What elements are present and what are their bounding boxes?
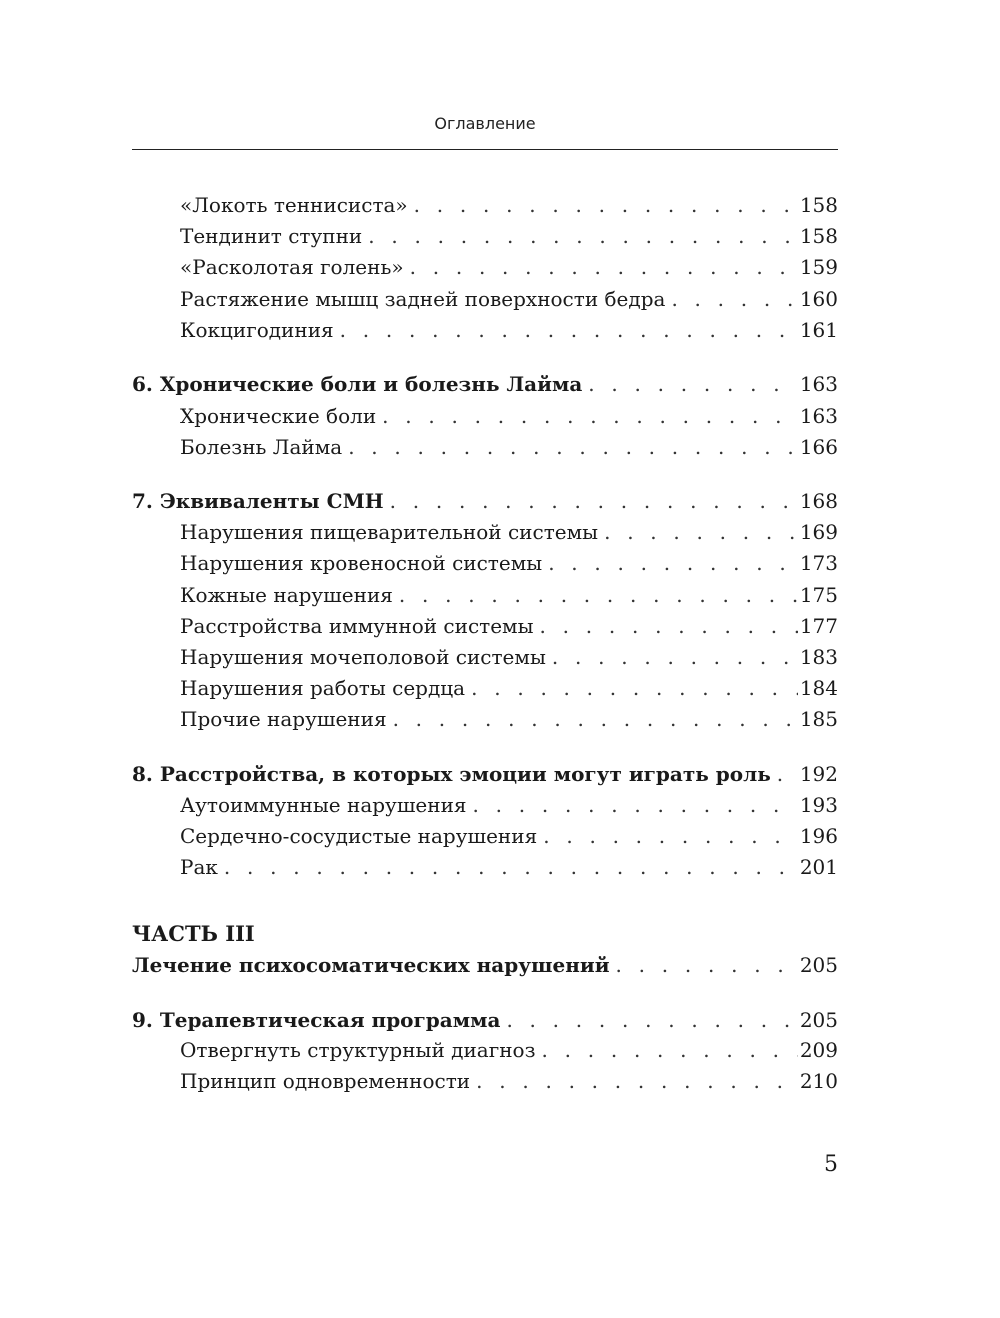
running-head: Оглавление bbox=[434, 114, 536, 133]
toc-chapter-page: 168 bbox=[799, 489, 838, 513]
dot-leader bbox=[224, 853, 798, 881]
toc-entry-page: 160 bbox=[799, 287, 838, 311]
toc-chapter bbox=[132, 370, 838, 398]
toc-entry-title: Отвергнуть структурный диагноз bbox=[180, 1038, 536, 1062]
toc-entry-page: 210 bbox=[799, 1069, 838, 1093]
toc-entry-page: 193 bbox=[799, 793, 838, 817]
toc-entry bbox=[180, 191, 838, 219]
toc-entry-title: Аутоиммунные нарушения bbox=[180, 793, 467, 817]
toc-entry bbox=[180, 674, 838, 702]
dot-leader bbox=[473, 791, 798, 819]
dot-leader bbox=[552, 643, 798, 671]
dot-leader bbox=[410, 253, 798, 281]
toc-entry bbox=[180, 1036, 838, 1064]
toc-entry-title: Принцип одновременности bbox=[180, 1069, 471, 1093]
toc-chapter-title: 6. Хронические боли и болезнь Лайма bbox=[132, 372, 583, 396]
toc-entry-page: 158 bbox=[799, 193, 838, 217]
dot-leader bbox=[588, 370, 798, 398]
toc-entry bbox=[180, 222, 838, 250]
dot-leader bbox=[541, 1036, 797, 1064]
toc-entry-title: Рак bbox=[180, 855, 218, 879]
dot-leader bbox=[390, 487, 798, 515]
toc-entry-page: 185 bbox=[799, 707, 838, 731]
toc-entry bbox=[180, 285, 838, 313]
toc-entry-title: Хронические боли bbox=[180, 404, 377, 428]
toc-chapter bbox=[132, 760, 838, 788]
toc-chapter-title: 9. Терапевтическая программа bbox=[132, 1008, 501, 1032]
dot-leader bbox=[540, 612, 798, 640]
dot-leader bbox=[348, 433, 798, 461]
toc-entry-page: 169 bbox=[799, 520, 838, 544]
toc-entry-title: Прочие нарушения bbox=[180, 707, 387, 731]
toc-entry-page: 177 bbox=[799, 614, 838, 638]
dot-leader bbox=[393, 705, 798, 733]
toc-part-page: 205 bbox=[799, 953, 838, 977]
toc-entry-title: Сердечно-сосудистые нарушения bbox=[180, 824, 538, 848]
toc-entry-title: Тендинит ступни bbox=[180, 224, 363, 248]
toc-entry-page: 209 bbox=[799, 1038, 838, 1062]
toc-chapter-title: 7. Эквиваленты СМН bbox=[132, 489, 384, 513]
toc-entry-page: 201 bbox=[799, 855, 838, 879]
dot-leader bbox=[399, 581, 798, 609]
toc-entry-page: 159 bbox=[799, 255, 838, 279]
toc-entry-page: 158 bbox=[799, 224, 838, 248]
toc-entry bbox=[180, 705, 838, 733]
toc-entry bbox=[180, 1067, 838, 1095]
dot-leader bbox=[382, 402, 798, 430]
dot-leader bbox=[340, 316, 798, 344]
toc-chapter-page: 192 bbox=[799, 762, 838, 786]
toc-entry-title: Кожные нарушения bbox=[180, 583, 393, 607]
dot-leader bbox=[548, 549, 798, 577]
toc-entry-title: «Локоть теннисиста» bbox=[180, 193, 408, 217]
toc-entry bbox=[180, 581, 838, 609]
toc-entry-page: 183 bbox=[799, 645, 838, 669]
dot-leader bbox=[616, 951, 798, 979]
toc-entry-page: 161 bbox=[799, 318, 838, 342]
toc-entry bbox=[180, 643, 838, 671]
toc-entry-title: Нарушения работы сердца bbox=[180, 676, 466, 700]
toc-entry-title: Нарушения пищеварительной системы bbox=[180, 520, 599, 544]
toc-chapter-page: 163 bbox=[799, 372, 838, 396]
toc-part-label: ЧАСТЬ III bbox=[132, 921, 255, 946]
toc-entry bbox=[180, 822, 838, 850]
dot-leader bbox=[671, 285, 797, 313]
toc-entry bbox=[180, 253, 838, 281]
toc-part-title: Лечение психосоматических нарушений bbox=[132, 953, 610, 977]
toc-entry-page: 175 bbox=[799, 583, 838, 607]
toc-entry-title: Нарушения мочеполовой системы bbox=[180, 645, 546, 669]
toc-entry-title: Расстройства иммунной системы bbox=[180, 614, 534, 638]
toc-entry-title: Растяжение мышц задней поверхности бедра bbox=[180, 287, 666, 311]
toc-chapter-page: 205 bbox=[799, 1008, 838, 1032]
toc-chapter bbox=[132, 487, 838, 515]
toc-entry-title: Нарушения кровеносной системы bbox=[180, 551, 543, 575]
dot-leader bbox=[777, 760, 798, 788]
toc-entry-page: 184 bbox=[799, 676, 838, 700]
toc-entry-page: 163 bbox=[799, 404, 838, 428]
toc-entry-page: 166 bbox=[799, 435, 838, 459]
toc-entry-title: Болезнь Лайма bbox=[180, 435, 343, 459]
header-rule bbox=[132, 149, 838, 150]
dot-leader bbox=[476, 1067, 798, 1095]
dot-leader bbox=[368, 222, 798, 250]
toc-entry-page: 196 bbox=[799, 824, 838, 848]
toc-entry bbox=[180, 549, 838, 577]
toc-entry bbox=[180, 612, 838, 640]
toc-entry bbox=[180, 316, 838, 344]
toc-entry bbox=[180, 853, 838, 881]
dot-leader bbox=[604, 518, 798, 546]
dot-leader bbox=[543, 822, 798, 850]
dot-leader bbox=[471, 674, 798, 702]
toc-entry bbox=[180, 791, 838, 819]
toc-entry-title: Кокцигодиния bbox=[180, 318, 334, 342]
toc-chapter-title: 8. Расстройства, в которых эмоции могут играть роль bbox=[132, 762, 771, 786]
page-number: 5 bbox=[824, 1152, 838, 1177]
toc-entry bbox=[180, 402, 838, 430]
dot-leader bbox=[506, 1006, 797, 1034]
toc-entry bbox=[180, 518, 838, 546]
toc-entry-title: «Расколотая голень» bbox=[180, 255, 404, 279]
toc-entry-page: 173 bbox=[799, 551, 838, 575]
toc-entry bbox=[180, 433, 838, 461]
toc-chapter bbox=[132, 1006, 838, 1034]
dot-leader bbox=[414, 191, 798, 219]
toc-part bbox=[132, 951, 838, 979]
